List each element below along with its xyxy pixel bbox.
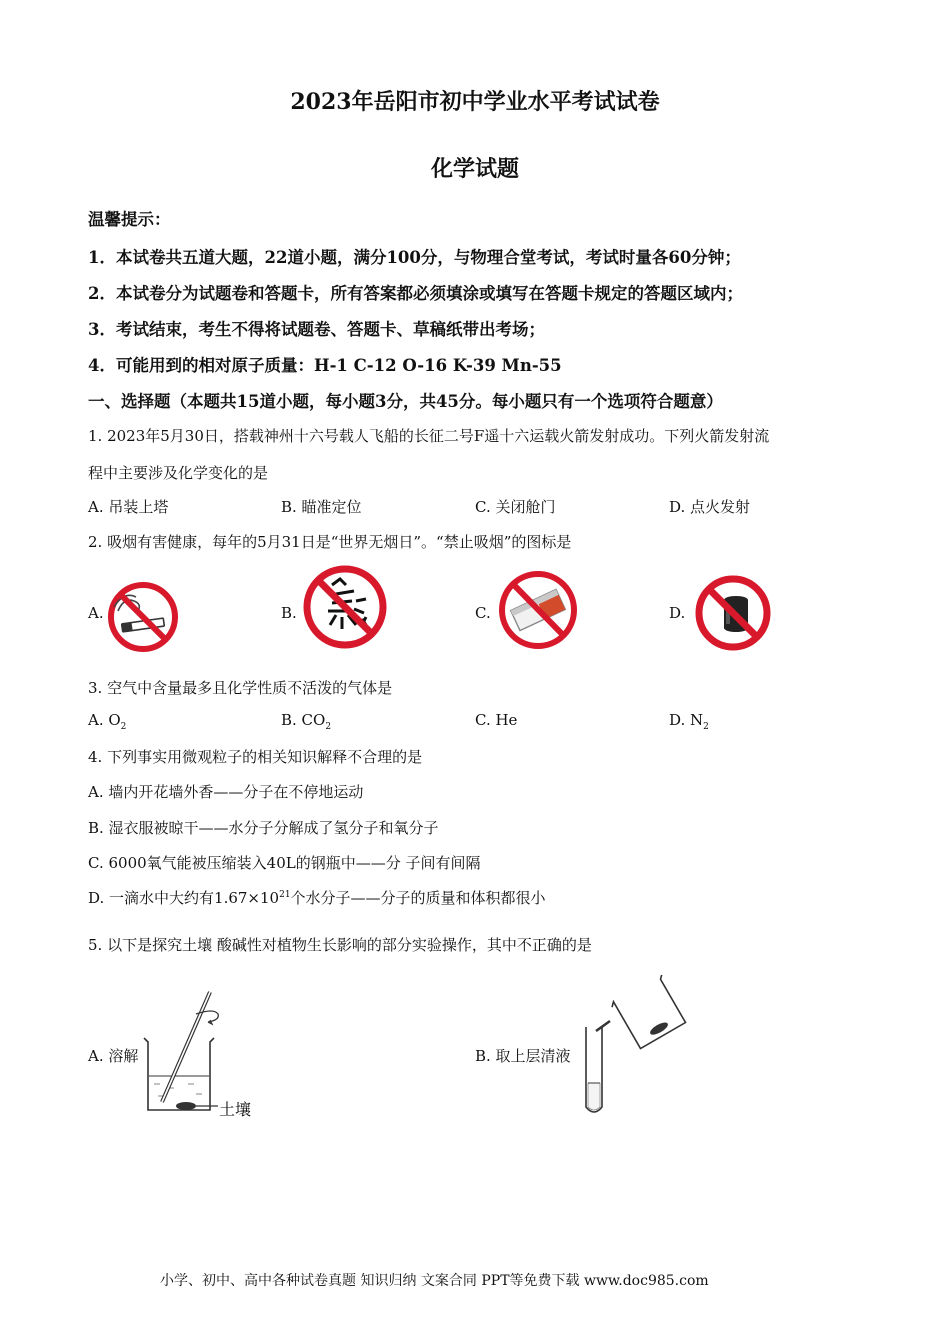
q1-option-c: C. 关闭舱门 <box>475 498 556 516</box>
soil-label: 土壤 <box>219 1100 252 1119</box>
footer-text: 小学、初中、高中各种试卷真题 知识归纳 文案合同 PPT等免费下载 www.doc985.com <box>160 1273 709 1289</box>
q2-label-a: A. <box>88 604 104 622</box>
tip-2: 2．本试卷分为试题卷和答题卡，所有答案都必须填涂或填写在答题卡规定的答题区域内； <box>88 284 743 303</box>
q5-option-a-label: A. 溶解 <box>88 1047 139 1065</box>
q4-stem: 4. 下列事实用微观粒子的相关知识解释不合理的是 <box>88 748 423 766</box>
q1-stem-line1: 1. 2023年5月30日，搭载神州十六号载人飞船的长征二号F遥十六运载火箭发射成功。下列火箭发射流 <box>88 427 770 445</box>
q1-stem-line2: 程中主要涉及化学变化的是 <box>88 464 269 482</box>
q5-stem: 5. 以下是探究土壤 酸碱性对植物生长影响的部分实验操作，其中不正确的是 <box>88 936 592 954</box>
q3-option-b: B. $CO_2$ <box>281 711 332 732</box>
q2-label-c: C. <box>475 604 491 622</box>
q3-option-a: A. $O_2$ <box>88 711 127 732</box>
q3-option-c: C. He <box>475 711 518 729</box>
q2-stem: 2. 吸烟有害健康，每年的5月31日是“世界无烟日”。“禁止吸烟”的图标是 <box>88 533 572 551</box>
tip-3: 3．考试结束，考生不得将试题卷、答题卡、草稿纸带出考场； <box>88 320 545 339</box>
q1-option-d: D. 点火发射 <box>669 498 751 516</box>
q4-option-d: D. 一滴水中大约有$1.67\times 10^{21}$个水分子——分子的质量和体积都很小 <box>88 889 546 907</box>
q5-option-b-label: B. 取上层清液 <box>475 1047 571 1065</box>
q4-option-b: B. 湿衣服被晾干——水分子分解成了氢分子和氧分子 <box>88 819 439 837</box>
tip-1: 1．本试卷共五道大题，22道小题，满分100分，与物理合堂考试，考试时量各60分钟； <box>88 248 741 267</box>
q2-label-d: D. <box>669 604 686 622</box>
q3-stem: 3. 空气中含量最多且化学性质不活泼的气体是 <box>88 679 393 697</box>
no-flammable-sign-icon <box>694 574 772 652</box>
no-smoking-sign-icon <box>106 581 180 653</box>
pouring-test-tube-diagram <box>572 975 692 1121</box>
q3-option-d: D. $N_2$ <box>669 711 709 732</box>
tip-4: 4．可能用到的相对原子质量：H-1 C-12 O-16 K-39 Mn-55 <box>88 356 562 375</box>
q4-option-a: A. 墙内开花墙外香——分子在不停地运动 <box>88 783 364 801</box>
no-matches-sign-icon <box>497 569 579 651</box>
q4-option-c: C. 6000氧气能被压缩装入40L的钢瓶中——分 子间有间隔 <box>88 854 481 872</box>
section-heading: 一、选择题（本题共15道小题，每小题3分，共45分。每小题只有一个选项符合题意） <box>88 392 723 411</box>
q1-option-b: B. 瞄准定位 <box>281 498 362 516</box>
tips-heading: 温馨提示： <box>88 210 171 229</box>
q2-label-b: B. <box>281 604 297 622</box>
exam-title: 2023年岳阳市初中学业水平考试试卷 <box>290 89 660 115</box>
exam-subtitle: 化学试题 <box>430 156 519 182</box>
q1-option-a: A. 吊装上塔 <box>88 498 169 516</box>
no-fireworks-sign-icon <box>302 563 388 651</box>
